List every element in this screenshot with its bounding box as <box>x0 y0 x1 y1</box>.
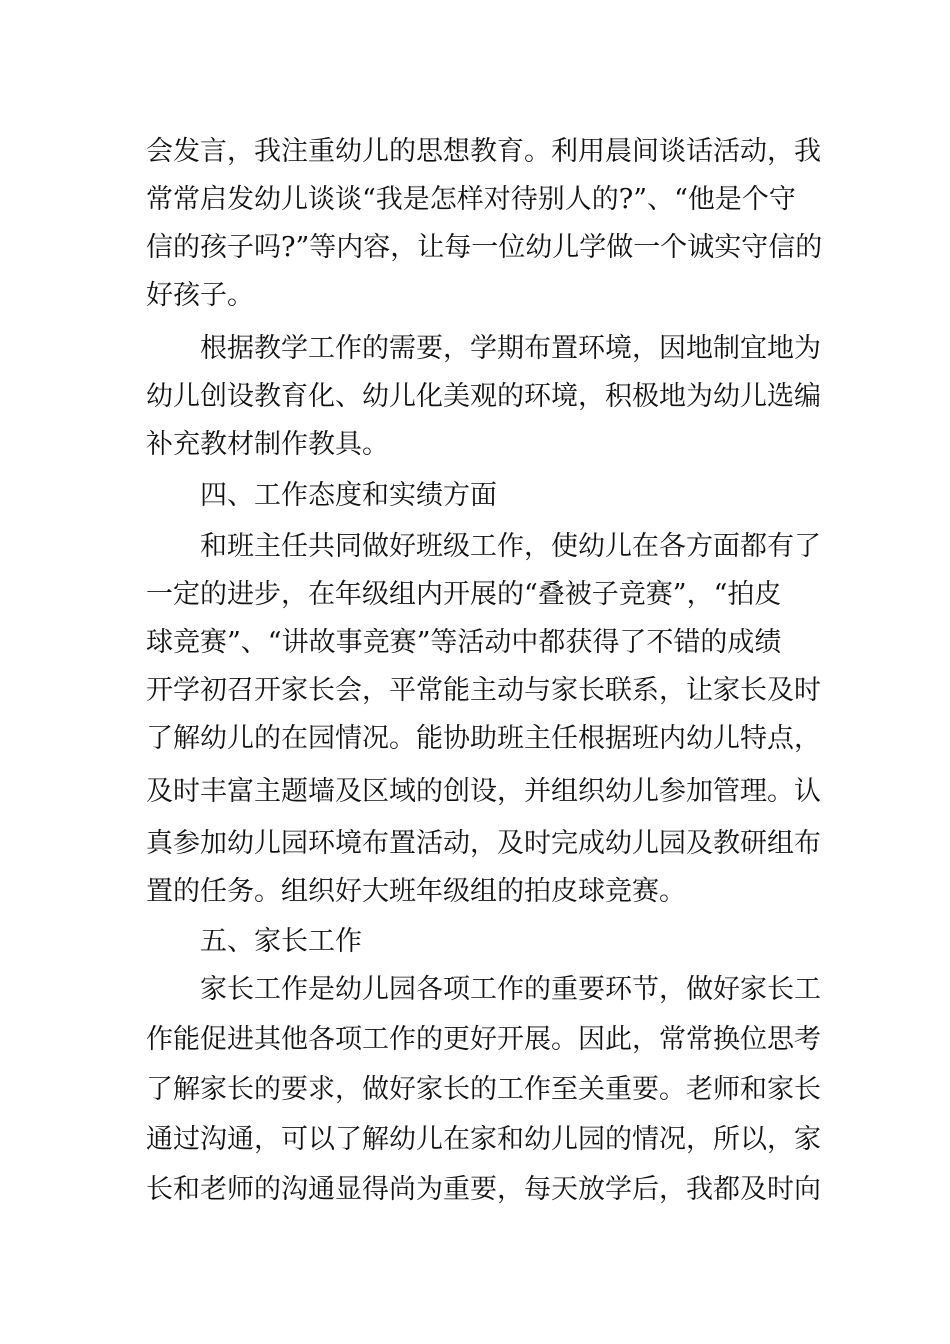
section-heading-5: 五、家长工作 <box>200 926 362 957</box>
text-line-14: 及时丰富主题墙及区域的创设，并组织幼儿参加管理。认 <box>146 776 821 807</box>
text-line-21: 通过沟通，可以了解幼儿在家和幼儿园的情况，所以，家 <box>146 1124 821 1155</box>
text-line-22: 长和老师的沟通显得尚为重要，每天放学后，我都及时向 <box>146 1174 821 1205</box>
section-heading-4: 四、工作态度和实绩方面 <box>200 480 497 511</box>
text-line-16: 置的任务。组织好大班年级组的拍皮球竞赛。 <box>146 876 686 907</box>
text-line-4: 好孩子。 <box>146 280 254 311</box>
text-line-7: 补充教材制作教具。 <box>146 429 389 460</box>
text-line-13: 了解幼儿的在园情况。能协助班主任根据班内幼儿特点， <box>146 723 821 754</box>
text-line-10: 一定的进步，在年级组内开展的“叠被子竞赛”，“拍皮 <box>146 579 782 610</box>
text-line-18: 家长工作是幼儿园各项工作的重要环节，做好家长工 <box>200 974 821 1005</box>
text-line-11: 球竞赛”、“讲故事竞赛”等活动中都获得了不错的成绩 <box>146 627 782 658</box>
text-line-12: 开学初召开家长会，平常能主动与家长联系，让家长及时 <box>146 675 821 706</box>
text-line-6: 幼儿创设教育化、幼儿化美观的环境，积极地为幼儿选编 <box>146 381 821 412</box>
text-line-19: 作能促进其他各项工作的更好开展。因此，常常换位思考 <box>146 1024 821 1055</box>
text-line-2: 常常启发幼儿谈谈“我是怎样对待别人的?”、“他是个守 <box>146 184 796 215</box>
text-line-15: 真参加幼儿园环境布置活动，及时完成幼儿园及教研组布 <box>146 828 821 859</box>
text-line-5: 根据教学工作的需要，学期布置环境，因地制宜地为 <box>200 333 821 364</box>
text-line-20: 了解家长的要求，做好家长的工作至关重要。老师和家长 <box>146 1074 821 1105</box>
text-line-1: 会发言，我注重幼儿的思想教育。利用晨间谈话活动，我 <box>146 136 821 167</box>
text-line-3: 信的孩子吗?”等内容，让每一位幼儿学做一个诚实守信的 <box>146 232 823 263</box>
text-line-9: 和班主任共同做好班级工作，使幼儿在各方面都有了 <box>200 531 821 562</box>
